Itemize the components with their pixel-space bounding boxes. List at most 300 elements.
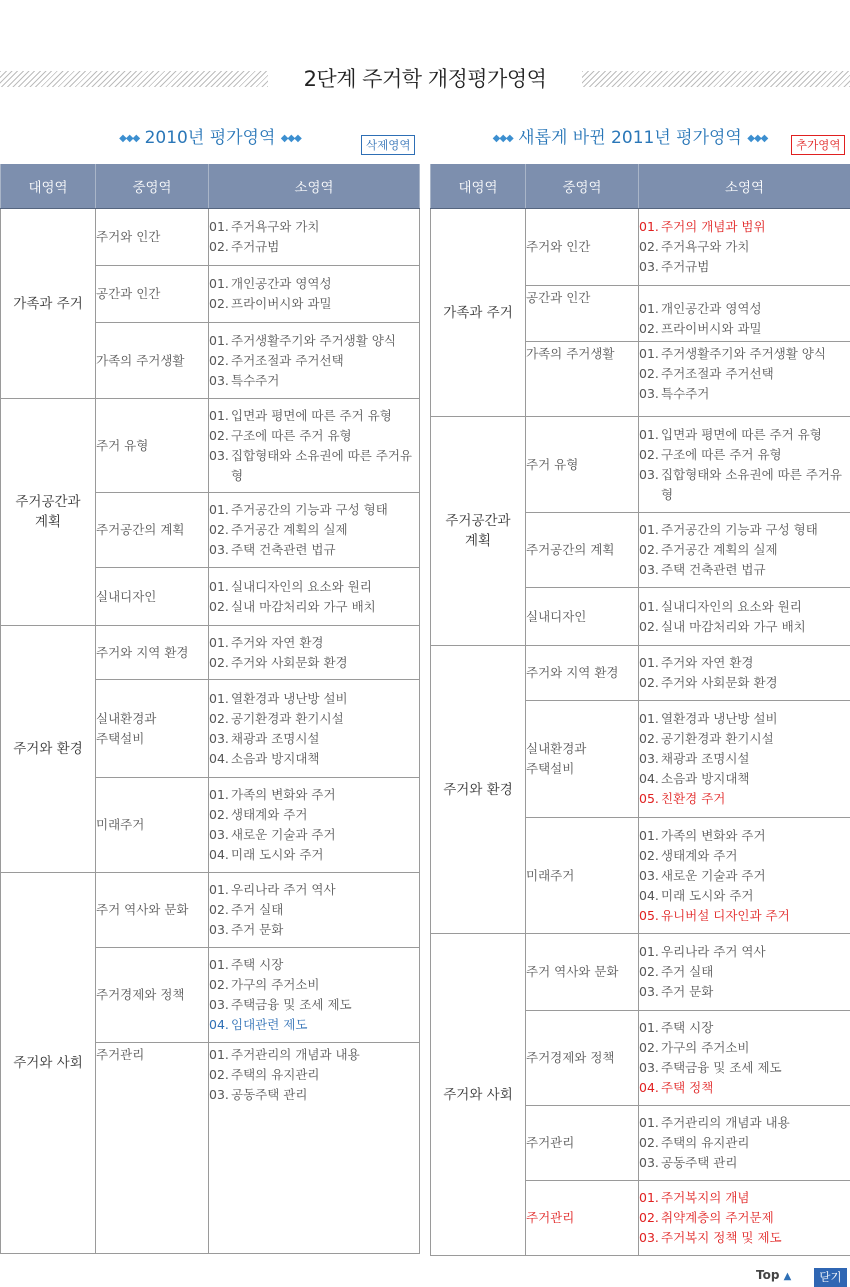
col-header-mid: 중영역 bbox=[526, 164, 639, 209]
minor-item bbox=[639, 906, 850, 926]
col-header-major: 대영역 bbox=[431, 164, 526, 209]
minor-item bbox=[639, 1153, 850, 1173]
item-number: 03. bbox=[639, 386, 659, 401]
item-text: 주거복지 정책 및 제도 bbox=[661, 1230, 782, 1245]
item-number: 03. bbox=[209, 827, 229, 842]
mid-category-label: 미래주거 bbox=[526, 867, 575, 883]
minor-item bbox=[209, 217, 419, 237]
mid-category-cell bbox=[96, 266, 209, 323]
table-row bbox=[431, 209, 850, 286]
item-text: 주거규범 bbox=[231, 239, 280, 254]
mid-category-cell bbox=[96, 626, 209, 680]
minor-item bbox=[209, 920, 419, 940]
item-text: 주거 실태 bbox=[661, 964, 714, 979]
item-text: 가구의 주거소비 bbox=[661, 1040, 750, 1055]
minor-category-cell bbox=[639, 818, 850, 934]
item-text: 실내디자인의 요소와 원리 bbox=[661, 598, 802, 614]
minor-item bbox=[639, 653, 850, 673]
item-number: 02. bbox=[209, 654, 229, 670]
minor-item bbox=[209, 500, 419, 520]
minor-item bbox=[209, 805, 419, 825]
major-category-label: 주거공간과 bbox=[15, 494, 81, 510]
minor-item bbox=[639, 540, 850, 560]
item-text: 열환경과 냉난방 설비 bbox=[661, 711, 778, 726]
title-hatch-left bbox=[0, 71, 268, 87]
minor-item bbox=[639, 1133, 850, 1153]
item-text: 주거와 사회문화 환경 bbox=[231, 654, 348, 670]
item-number: 03. bbox=[209, 730, 229, 746]
mid-category-label: 주거관리 bbox=[526, 1135, 575, 1150]
major-category-label: 계획 bbox=[464, 533, 492, 549]
item-text: 주택의 유지관리 bbox=[661, 1135, 750, 1150]
item-text: 특수주거 bbox=[231, 372, 280, 388]
minor-item bbox=[209, 995, 419, 1015]
item-number: 01. bbox=[209, 332, 229, 348]
table-header-row bbox=[1, 164, 420, 209]
item-text: 주택 시장 bbox=[231, 957, 284, 972]
item-text: 새로운 기술과 주거 bbox=[231, 827, 336, 842]
minor-item bbox=[639, 1113, 850, 1133]
item-text: 주거공간 계획의 실제 bbox=[231, 522, 348, 537]
item-text: 우리나라 주거 역사 bbox=[661, 944, 766, 959]
mid-category-label: 주거와 지역 환경 bbox=[526, 665, 619, 680]
top-link[interactable] bbox=[756, 1268, 791, 1282]
item-number: 03. bbox=[639, 1155, 659, 1170]
minor-item bbox=[639, 344, 850, 364]
minor-item bbox=[639, 1078, 850, 1098]
minor-item bbox=[209, 955, 419, 975]
mid-category-cell bbox=[96, 873, 209, 948]
mid-category-label: 가족의 주거생활 bbox=[526, 346, 615, 361]
item-number: 01. bbox=[209, 787, 229, 802]
minor-item bbox=[209, 785, 419, 805]
item-number: 04. bbox=[209, 847, 229, 862]
minor-item bbox=[639, 384, 850, 404]
item-number: 01. bbox=[209, 276, 229, 291]
item-text: 입면과 평면에 따른 주거 유형 bbox=[661, 426, 822, 442]
item-number: 03. bbox=[639, 562, 659, 577]
minor-item bbox=[639, 217, 850, 237]
major-category-cell bbox=[431, 417, 526, 646]
minor-category-cell bbox=[209, 209, 420, 266]
item-text: 공동주택 관리 bbox=[661, 1155, 738, 1170]
major-category-cell bbox=[1, 626, 96, 873]
mid-category-cell bbox=[526, 818, 639, 934]
item-text: 프라이버시와 과밀 bbox=[231, 296, 332, 311]
item-number: 03. bbox=[209, 922, 229, 937]
close-button[interactable]: 닫기 bbox=[814, 1268, 847, 1287]
table-row bbox=[431, 934, 850, 1011]
col-header-minor: 소영역 bbox=[639, 164, 850, 209]
minor-item bbox=[209, 331, 419, 351]
item-number: 02. bbox=[209, 902, 229, 917]
item-number: 02. bbox=[209, 977, 229, 992]
mid-category-cell bbox=[526, 342, 639, 417]
minor-category-cell bbox=[209, 493, 420, 568]
item-text: 주거욕구와 가치 bbox=[231, 219, 320, 234]
item-number: 03. bbox=[639, 1230, 659, 1245]
mid-category-cell bbox=[526, 1106, 639, 1181]
diamond-icon: ◆◆◆ bbox=[119, 133, 140, 144]
item-number: 02. bbox=[209, 239, 229, 254]
minor-item bbox=[639, 982, 850, 1002]
minor-category-cell bbox=[209, 948, 420, 1043]
item-number: 03. bbox=[639, 466, 659, 482]
diamond-icon: ◆◆◆ bbox=[747, 133, 768, 144]
item-number: 03. bbox=[639, 984, 659, 999]
item-number: 02. bbox=[639, 446, 659, 462]
item-text: 프라이버시와 과밀 bbox=[661, 321, 762, 336]
item-text: 특수주거 bbox=[661, 386, 710, 401]
item-text: 우리나라 주거 역사 bbox=[231, 882, 336, 897]
item-text: 주거생활주기와 주거생활 양식 bbox=[661, 346, 826, 361]
minor-item bbox=[639, 597, 850, 617]
minor-item bbox=[639, 749, 850, 769]
item-text: 주거공간의 기능과 구성 형태 bbox=[231, 502, 388, 517]
item-text: 주거관리의 개념과 내용 bbox=[231, 1047, 360, 1062]
minor-item bbox=[639, 299, 850, 319]
minor-item bbox=[639, 1228, 850, 1248]
item-text: 소음과 방지대책 bbox=[231, 750, 320, 766]
minor-category-cell bbox=[209, 1043, 420, 1254]
minor-category-cell bbox=[639, 286, 850, 342]
item-text: 가족의 변화와 주거 bbox=[231, 787, 336, 802]
item-text: 실내 마감처리와 가구 배치 bbox=[231, 598, 376, 614]
item-text: 주택금융 및 조세 제도 bbox=[661, 1060, 782, 1075]
mid-category-label: 주거공간의 계획 bbox=[96, 522, 185, 537]
minor-category-cell bbox=[639, 1106, 850, 1181]
minor-item bbox=[209, 1085, 419, 1105]
item-text: 열환경과 냉난방 설비 bbox=[231, 690, 348, 706]
deleted-area-badge: 삭제영역 bbox=[361, 135, 415, 155]
minor-item bbox=[639, 729, 850, 749]
minor-item bbox=[639, 846, 850, 866]
item-text: 집합형태와 소유권에 따른 주거유형 bbox=[231, 447, 412, 483]
mid-category-label: 공간과 인간 bbox=[96, 286, 161, 301]
mid-category-label: 실내환경과 bbox=[96, 710, 157, 726]
item-number: 02. bbox=[209, 352, 229, 368]
item-text: 주거관리의 개념과 내용 bbox=[661, 1115, 790, 1130]
item-text: 새로운 기술과 주거 bbox=[661, 867, 766, 883]
item-number: 02. bbox=[639, 731, 659, 746]
major-category-label: 계획 bbox=[34, 514, 62, 530]
item-text: 유니버설 디자인과 주거 bbox=[661, 907, 790, 923]
item-number: 04. bbox=[639, 771, 659, 786]
minor-item bbox=[209, 729, 419, 749]
minor-item bbox=[639, 257, 850, 277]
item-text: 주택 정책 bbox=[661, 1080, 714, 1095]
major-category-cell bbox=[1, 873, 96, 1254]
diamond-icon: ◆◆◆ bbox=[492, 133, 513, 144]
minor-category-cell bbox=[639, 646, 850, 701]
item-text: 집합형태와 소유권에 따른 주거유형 bbox=[661, 466, 842, 502]
item-text: 주택금융 및 조세 제도 bbox=[231, 997, 352, 1012]
mid-category-label: 주거경제와 정책 bbox=[96, 987, 185, 1002]
item-text: 주거생활주기와 주거생활 양식 bbox=[231, 332, 396, 348]
minor-category-cell bbox=[209, 626, 420, 680]
mid-category-label: 공간과 인간 bbox=[526, 290, 591, 305]
item-number: 01. bbox=[639, 426, 659, 442]
mid-category-label: 미래주거 bbox=[96, 817, 145, 832]
item-text: 주거욕구와 가치 bbox=[661, 239, 750, 254]
minor-item bbox=[209, 845, 419, 865]
minor-item bbox=[639, 962, 850, 982]
minor-item bbox=[639, 1038, 850, 1058]
item-number: 02. bbox=[639, 366, 659, 381]
right-section-heading bbox=[474, 126, 786, 150]
minor-category-cell bbox=[639, 417, 850, 513]
minor-item bbox=[639, 520, 850, 540]
item-text: 주거조절과 주거선택 bbox=[661, 366, 774, 381]
minor-item bbox=[209, 406, 419, 426]
mid-category-label: 주거 역사와 문화 bbox=[96, 902, 189, 917]
minor-item bbox=[209, 597, 419, 617]
item-number: 01. bbox=[639, 522, 659, 537]
item-text: 생태계와 주거 bbox=[661, 847, 738, 863]
minor-category-cell bbox=[639, 513, 850, 588]
item-number: 03. bbox=[209, 1087, 229, 1102]
item-number: 02. bbox=[639, 964, 659, 979]
minor-item bbox=[209, 426, 419, 446]
mid-category-label: 주거와 인간 bbox=[96, 229, 161, 244]
item-number: 01. bbox=[639, 711, 659, 726]
mid-category-label: 주거관리 bbox=[526, 1210, 575, 1225]
minor-category-cell bbox=[209, 778, 420, 873]
mid-category-label: 실내디자인 bbox=[96, 588, 157, 604]
item-text: 주거공간의 기능과 구성 형태 bbox=[661, 522, 818, 537]
minor-item bbox=[209, 749, 419, 769]
mid-category-cell bbox=[96, 778, 209, 873]
col-header-mid: 중영역 bbox=[96, 164, 209, 209]
minor-category-cell bbox=[639, 701, 850, 818]
minor-item bbox=[639, 1018, 850, 1038]
item-text: 입면과 평면에 따른 주거 유형 bbox=[231, 407, 392, 423]
minor-item bbox=[639, 789, 850, 809]
item-number: 01. bbox=[209, 634, 229, 650]
item-number: 03. bbox=[209, 542, 229, 557]
mid-category-cell bbox=[96, 209, 209, 266]
major-category-label: 주거와 사회 bbox=[13, 1055, 83, 1071]
mid-category-cell bbox=[526, 646, 639, 701]
mid-category-cell bbox=[526, 513, 639, 588]
table-row bbox=[1, 209, 420, 266]
item-number: 01. bbox=[639, 1115, 659, 1130]
item-number: 01. bbox=[639, 827, 659, 843]
minor-item bbox=[639, 617, 850, 637]
item-number: 01. bbox=[639, 1190, 659, 1205]
mid-category-cell bbox=[96, 1043, 209, 1254]
mid-category-label: 가족의 주거생활 bbox=[96, 352, 185, 368]
minor-item bbox=[639, 769, 850, 789]
item-text: 미래 도시와 주거 bbox=[661, 887, 754, 903]
table-row bbox=[1, 399, 420, 493]
item-number: 01. bbox=[639, 219, 659, 234]
item-text: 가구의 주거소비 bbox=[231, 977, 320, 992]
item-text: 주택 건축관련 법규 bbox=[661, 562, 766, 577]
minor-category-cell bbox=[209, 680, 420, 778]
item-number: 02. bbox=[209, 296, 229, 311]
item-text: 미래 도시와 주거 bbox=[231, 847, 324, 862]
minor-category-cell bbox=[209, 266, 420, 323]
minor-category-cell bbox=[209, 323, 420, 399]
mid-category-label: 주거경제와 정책 bbox=[526, 1050, 615, 1065]
item-number: 02. bbox=[639, 542, 659, 557]
arrow-up-icon: ▲ bbox=[783, 1271, 792, 1282]
minor-item bbox=[209, 520, 419, 540]
item-number: 04. bbox=[639, 1080, 659, 1095]
added-area-badge: 추가영역 bbox=[791, 135, 845, 155]
item-number: 01. bbox=[209, 690, 229, 706]
item-text: 주거와 사회문화 환경 bbox=[661, 675, 778, 690]
table-header-row bbox=[431, 164, 850, 209]
major-category-label: 가족과 주거 bbox=[443, 304, 513, 321]
mid-category-cell bbox=[526, 1011, 639, 1106]
item-text: 주거공간 계획의 실제 bbox=[661, 542, 778, 557]
minor-category-cell bbox=[639, 934, 850, 1011]
item-number: 03. bbox=[209, 997, 229, 1012]
item-number: 02. bbox=[209, 1067, 229, 1082]
minor-category-cell bbox=[639, 209, 850, 286]
mid-category-label: 주택설비 bbox=[96, 730, 145, 746]
item-number: 02. bbox=[639, 847, 659, 863]
mid-category-cell bbox=[526, 934, 639, 1011]
item-number: 05. bbox=[639, 907, 659, 923]
minor-item bbox=[209, 1015, 419, 1035]
minor-category-cell bbox=[639, 342, 850, 417]
minor-item bbox=[209, 825, 419, 845]
minor-item bbox=[209, 371, 419, 391]
mid-category-cell bbox=[96, 399, 209, 493]
mid-category-label: 주거관리 bbox=[96, 1047, 145, 1062]
item-text: 소음과 방지대책 bbox=[661, 771, 750, 786]
item-text: 주거조절과 주거선택 bbox=[231, 352, 344, 368]
mid-category-cell bbox=[526, 701, 639, 818]
minor-item bbox=[639, 465, 850, 505]
item-number: 02. bbox=[639, 1040, 659, 1055]
col-header-minor: 소영역 bbox=[209, 164, 420, 209]
right-heading-text: 새롭게 바뀐 2011년 평가영역 bbox=[518, 128, 742, 148]
item-number: 03. bbox=[209, 447, 229, 463]
item-text: 공기환경과 환기시설 bbox=[661, 731, 774, 746]
item-number: 01. bbox=[639, 346, 659, 361]
item-number: 04. bbox=[209, 1017, 229, 1032]
item-number: 02. bbox=[209, 598, 229, 614]
left-heading-text: 2010년 평가영역 bbox=[144, 128, 276, 148]
item-number: 01. bbox=[209, 957, 229, 972]
mid-category-cell bbox=[526, 1181, 639, 1256]
minor-item bbox=[209, 237, 419, 257]
major-category-cell bbox=[1, 209, 96, 399]
item-text: 취약계층의 주거문제 bbox=[661, 1210, 774, 1225]
mid-category-label: 실내디자인 bbox=[526, 608, 587, 624]
minor-item bbox=[209, 540, 419, 560]
item-number: 02. bbox=[639, 1135, 659, 1150]
minor-item bbox=[639, 1208, 850, 1228]
major-category-label: 가족과 주거 bbox=[13, 295, 83, 312]
item-number: 05. bbox=[639, 791, 659, 806]
minor-item bbox=[209, 351, 419, 371]
top-label: Top bbox=[756, 1268, 780, 1282]
mid-category-cell bbox=[526, 588, 639, 646]
item-number: 01. bbox=[639, 301, 659, 316]
mid-category-label: 주거 역사와 문화 bbox=[526, 964, 619, 979]
minor-item bbox=[639, 866, 850, 886]
item-text: 주거 실태 bbox=[231, 902, 284, 917]
item-number: 02. bbox=[639, 321, 659, 336]
minor-item bbox=[209, 653, 419, 673]
major-category-cell bbox=[431, 934, 526, 1256]
minor-item bbox=[639, 942, 850, 962]
item-number: 01. bbox=[209, 219, 229, 234]
item-number: 02. bbox=[209, 522, 229, 537]
item-number: 02. bbox=[209, 807, 229, 822]
item-text: 실내 마감처리와 가구 배치 bbox=[661, 618, 806, 634]
item-text: 생태계와 주거 bbox=[231, 807, 308, 822]
item-text: 구조에 따른 주거 유형 bbox=[661, 446, 782, 462]
item-number: 01. bbox=[639, 598, 659, 614]
item-text: 주택의 유지관리 bbox=[231, 1067, 320, 1082]
item-text: 주거규범 bbox=[661, 259, 710, 274]
minor-item bbox=[209, 689, 419, 709]
minor-item bbox=[209, 577, 419, 597]
mid-category-cell bbox=[96, 568, 209, 626]
mid-category-label: 주거와 인간 bbox=[526, 239, 591, 254]
item-text: 개인공간과 영역성 bbox=[231, 276, 332, 291]
item-number: 01. bbox=[209, 407, 229, 423]
minor-item bbox=[639, 886, 850, 906]
item-number: 04. bbox=[209, 750, 229, 766]
minor-category-cell bbox=[209, 873, 420, 948]
table-row bbox=[431, 417, 850, 513]
item-number: 01. bbox=[639, 944, 659, 959]
item-number: 03. bbox=[209, 372, 229, 388]
mid-category-cell bbox=[96, 680, 209, 778]
major-category-label: 주거공간과 bbox=[445, 513, 511, 529]
item-number: 03. bbox=[639, 751, 659, 766]
minor-item bbox=[639, 709, 850, 729]
minor-item bbox=[209, 633, 419, 653]
major-category-label: 주거와 환경 bbox=[443, 781, 513, 798]
minor-category-cell bbox=[639, 588, 850, 646]
mid-category-label: 주거 유형 bbox=[96, 437, 149, 453]
minor-item bbox=[639, 364, 850, 384]
minor-item bbox=[209, 900, 419, 920]
col-header-major: 대영역 bbox=[1, 164, 96, 209]
item-number: 01. bbox=[639, 1020, 659, 1035]
minor-item bbox=[639, 425, 850, 445]
item-number: 02. bbox=[639, 618, 659, 634]
item-text: 친환경 주거 bbox=[661, 791, 726, 806]
item-text: 주거 문화 bbox=[661, 984, 714, 999]
item-text: 주택 시장 bbox=[661, 1020, 714, 1035]
mid-category-cell bbox=[526, 417, 639, 513]
mid-category-label: 주거와 지역 환경 bbox=[96, 644, 189, 660]
mid-category-label: 주거 유형 bbox=[526, 456, 579, 472]
mid-category-label: 실내환경과 bbox=[526, 741, 587, 756]
item-text: 임대관련 제도 bbox=[231, 1017, 308, 1032]
item-text: 가족의 변화와 주거 bbox=[661, 827, 766, 843]
major-category-cell bbox=[431, 209, 526, 417]
item-text: 주거의 개념과 범위 bbox=[661, 219, 766, 234]
item-number: 03. bbox=[639, 259, 659, 274]
minor-item bbox=[209, 709, 419, 729]
mid-category-label: 주거공간의 계획 bbox=[526, 542, 615, 557]
item-number: 01. bbox=[209, 502, 229, 517]
item-number: 03. bbox=[639, 867, 659, 883]
minor-item bbox=[209, 1065, 419, 1085]
minor-item bbox=[639, 673, 850, 693]
major-category-label: 주거와 환경 bbox=[13, 741, 83, 757]
